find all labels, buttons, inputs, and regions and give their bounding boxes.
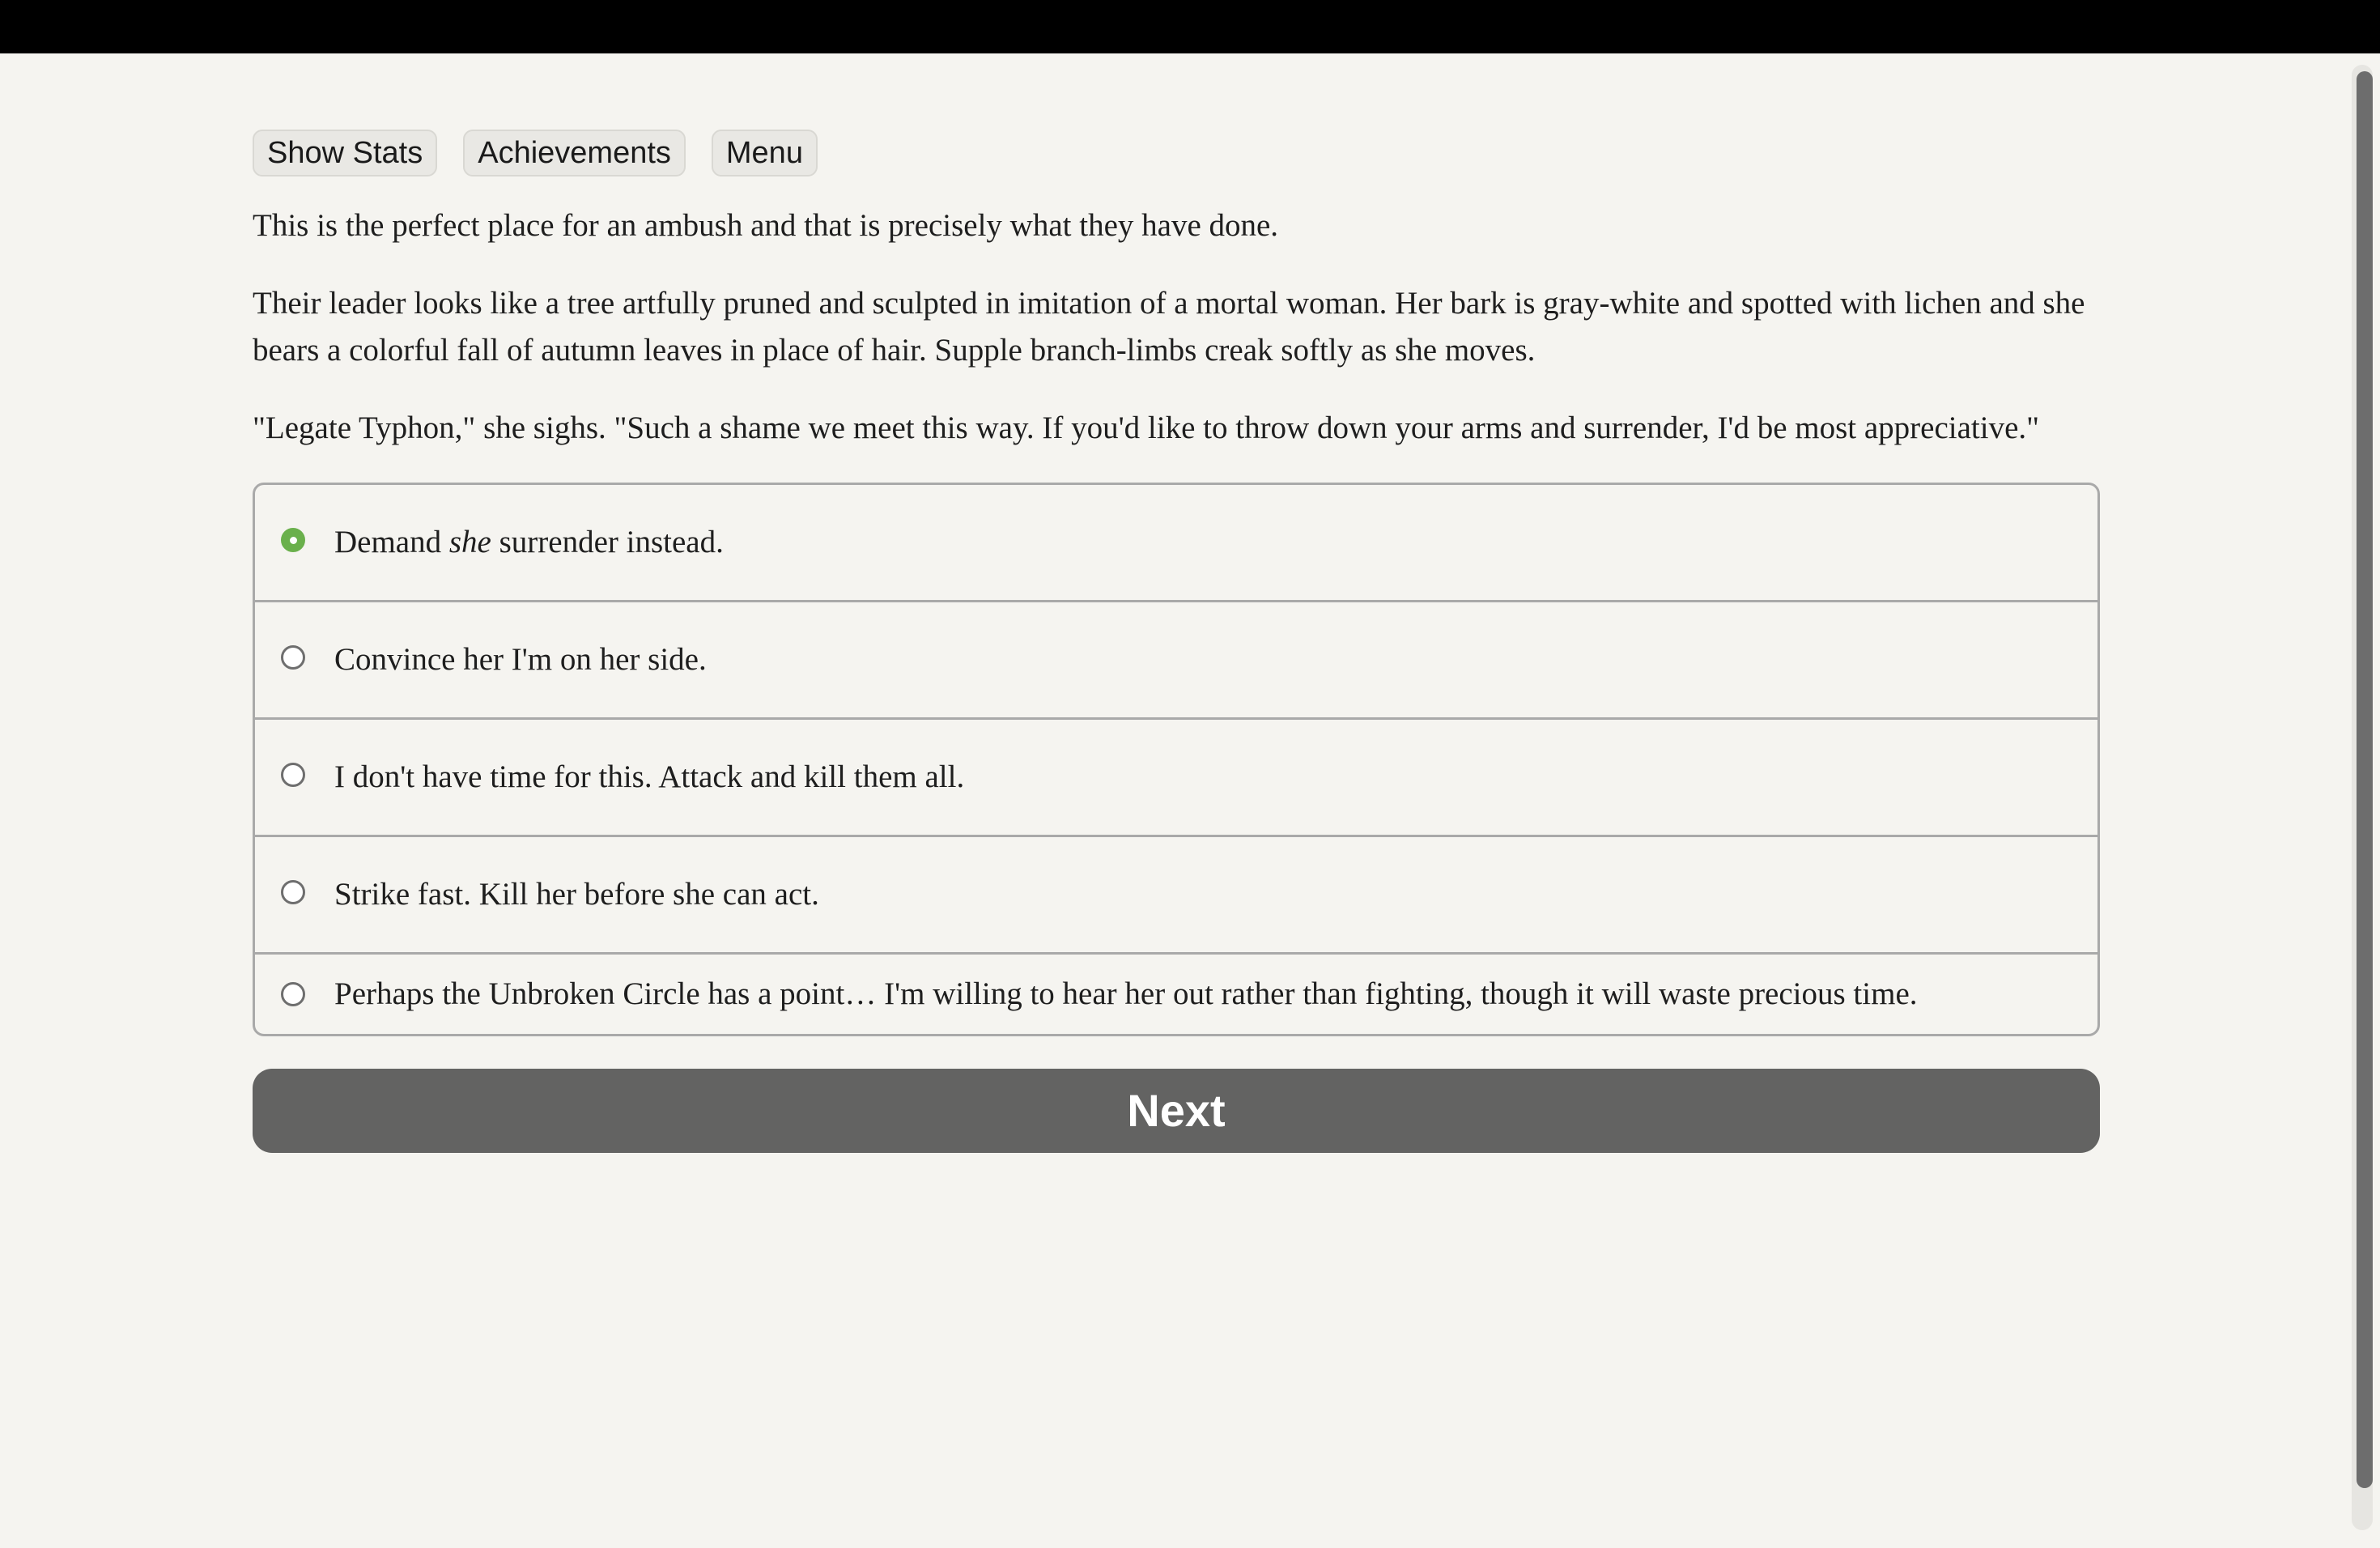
choice-label: Demand she surrender instead. — [334, 525, 724, 559]
choice-option-strike-fast[interactable] — [255, 837, 2097, 955]
menu-button[interactable]: Menu — [712, 130, 818, 176]
choice-label: Strike fast. Kill her before she can act. — [334, 877, 819, 912]
choice-option-attack-all[interactable] — [255, 720, 2097, 837]
radio-icon[interactable] — [281, 880, 305, 904]
choice-option-demand-surrender[interactable] — [255, 485, 2097, 602]
choice-list — [253, 483, 2100, 1036]
story-paragraph: This is the perfect place for an ambush and that is precisely what they have done. — [253, 208, 1279, 243]
show-stats-button[interactable]: Show Stats — [253, 130, 437, 176]
choice-label: Convince her I'm on her side. — [334, 642, 707, 677]
choice-option-hear-her-out[interactable] — [255, 955, 2097, 1034]
choice-label: Perhaps the Unbroken Circle has a point… I'm willing to hear her out rather than fighting, though it will waste precious time. — [334, 976, 1918, 1011]
game-content — [253, 130, 2100, 1153]
radio-icon[interactable] — [281, 982, 305, 1006]
scrollbar-thumb[interactable] — [2357, 71, 2373, 1488]
radio-selected-icon[interactable] — [281, 528, 305, 552]
next-button[interactable]: Next — [253, 1069, 2100, 1153]
toolbar — [253, 130, 2100, 176]
story-paragraph: Their leader looks like a tree artfully pruned and sculpted in imitation of a mortal woman. Her bark is gray-white and spotted with lichen and she bears a colorful fall of autumn leaves in place of hair. Supple branch-limbs creak softly as she moves. — [253, 286, 2085, 368]
story-paragraph: "Legate Typhon," she sighs. "Such a shame we meet this way. If you'd like to throw down your arms and surrender, I'd be most appreciative." — [253, 410, 2040, 445]
achievements-button[interactable]: Achievements — [463, 130, 686, 176]
choice-option-convince[interactable] — [255, 602, 2097, 720]
radio-icon[interactable] — [281, 763, 305, 787]
choice-label: I don't have time for this. Attack and kill them all. — [334, 759, 965, 794]
window-top-bar — [0, 0, 2380, 53]
radio-icon[interactable] — [281, 645, 305, 670]
story-text — [253, 202, 2100, 452]
